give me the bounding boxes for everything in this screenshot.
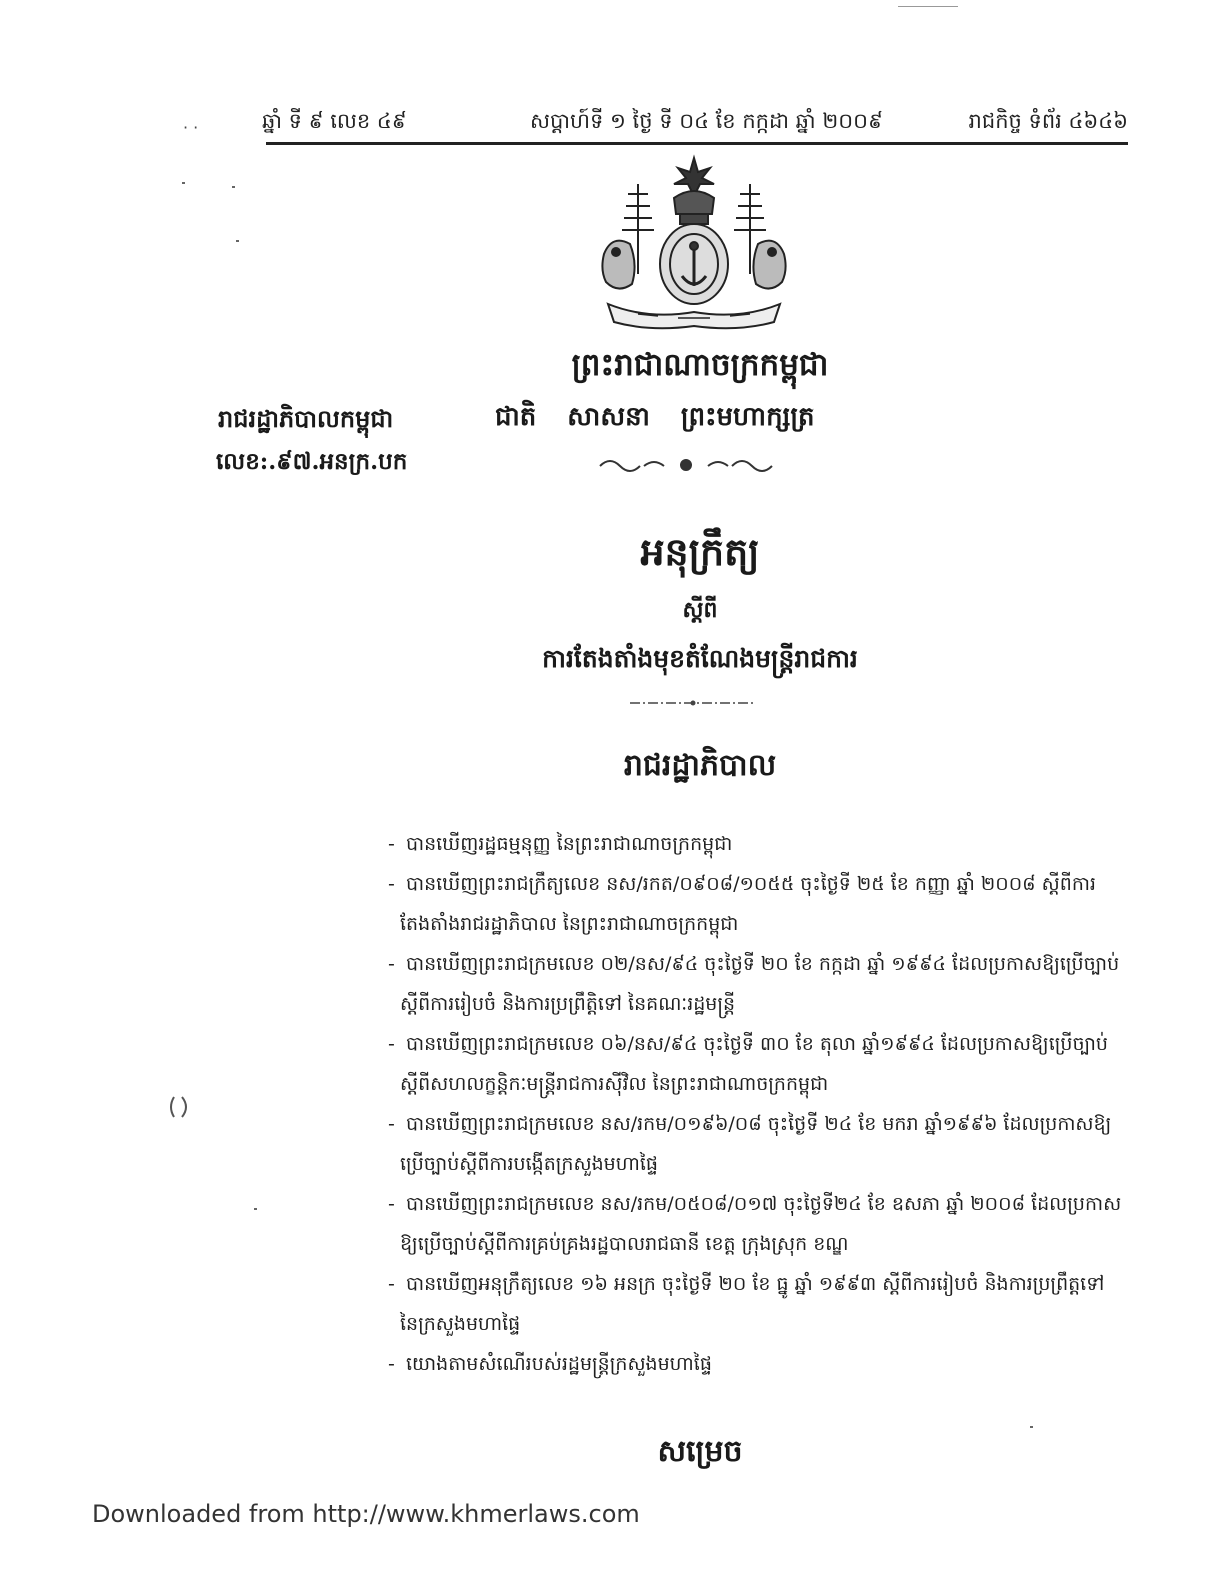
decree-about: ស្តីពី	[682, 597, 718, 623]
list-item	[388, 1104, 1140, 1184]
corner-mark: · ·	[183, 118, 199, 137]
scan-speck	[236, 240, 239, 242]
list-item	[388, 1184, 1140, 1264]
decision-heading: សម្រេច	[657, 1434, 743, 1469]
issuing-authority: រាជរដ្ឋាភិបាល	[623, 748, 777, 783]
list-item	[388, 1264, 1140, 1344]
header-issue: ឆ្នាំ ទី ៩ លេខ ៤៩	[262, 109, 407, 133]
recital-line: បានឃើញរដ្ឋធម្មនុញ្ញ នៃព្រះរាជាណាចក្រកម្ពុជា	[406, 833, 733, 855]
recital-line: បានឃើញព្រះរាជក្រមលេខ នស/រកម/០១៩៦/០៨ ចុះថ្ងៃទី ២៤ ខែ មករា ឆ្នាំ១៩៩៦ ដែលប្រកាសឱ្យ	[406, 1113, 1112, 1135]
recitals-list	[388, 824, 1140, 1384]
recital-continuation: ឱ្យប្រើច្បាប់ស្តីពីការគ្រប់គ្រងរដ្ឋបាលរាជធានី ខេត្ត ក្រុងស្រុក ខណ្ឌ	[400, 1233, 849, 1255]
download-footer: Downloaded from http://www.khmerlaws.com	[92, 1500, 640, 1528]
recital-continuation: ស្តីពីសហលក្ខន្តិកៈមន្ត្រីរាជការស៊ីវិល នៃព្រះរាជាណាចក្រកម្ពុជា	[400, 1073, 829, 1095]
national-motto: ជាតិ សាសនា ព្រះមហាក្សត្រ	[495, 402, 815, 432]
punch-hole-icon	[166, 1094, 192, 1120]
list-bullet: -	[388, 1273, 395, 1295]
list-bullet: -	[388, 1193, 395, 1215]
flourish-ornament-icon	[596, 452, 776, 478]
recital-line: យោងតាមសំណើរបស់រដ្ឋមន្ត្រីក្រសួងមហាផ្ទៃ	[406, 1353, 712, 1375]
divider-ornament-icon	[628, 698, 758, 708]
list-item	[388, 1024, 1140, 1104]
recital-line: បានឃើញព្រះរាជក្រមលេខ នស/រកម/០៥០៨/០១៧ ចុះថ្ងៃទី២៤ ខែ ឧសភា ឆ្នាំ ២០០៨ ដែលប្រកាស	[406, 1193, 1122, 1215]
list-item	[388, 944, 1140, 1024]
list-item	[388, 1344, 1140, 1384]
recital-continuation: ស្តីពីការរៀបចំ និងការប្រព្រឹត្តិទៅ នៃគណៈរដ្ឋមន្ត្រី	[400, 993, 736, 1015]
recital-line: បានឃើញអនុក្រឹត្យលេខ ១៦ អនក្រ ចុះថ្ងៃទី ២០ ខែ ធ្នូ ឆ្នាំ ១៩៩៣ ស្តីពីការរៀបចំ និងការប្រព្រឹត្តទៅ	[406, 1273, 1105, 1295]
header-page: រាជកិច្ច ទំព័រ ៤៦៤៦	[968, 109, 1128, 133]
royal-emblem-icon	[598, 154, 790, 336]
document-number: លេខ:.៩៧.អនក្រ.បក	[216, 448, 408, 475]
gazette-header	[262, 108, 1128, 142]
scan-speck	[182, 182, 185, 184]
list-bullet: -	[388, 1353, 395, 1375]
scan-speck	[254, 1208, 257, 1210]
scan-speck	[1030, 1426, 1033, 1428]
list-item	[388, 824, 1140, 864]
kingdom-title: ព្រះរាជាណាចក្រកម្ពុជា	[571, 347, 829, 383]
recital-line: បានឃើញព្រះរាជក្រមលេខ ០២/នស/៩៤ ចុះថ្ងៃទី ២០ ខែ កក្កដា ឆ្នាំ ១៩៩៤ ដែលប្រកាសឱ្យប្រើច្បាប់	[406, 953, 1120, 975]
header-rule	[266, 142, 1128, 145]
list-bullet: -	[388, 1113, 395, 1135]
scan-speck	[232, 186, 235, 188]
list-item	[388, 864, 1140, 944]
header-date: សប្តាហ៍ទី ១ ថ្ងៃ ទី ០៤ ខែ កក្កដា ឆ្នាំ ២០០៩	[530, 109, 883, 133]
recital-continuation: តែងតាំងរាជរដ្ឋាភិបាល នៃព្រះរាជាណាចក្រកម្ពុជា	[400, 913, 739, 935]
scan-speck	[898, 6, 958, 7]
list-bullet: -	[388, 1033, 395, 1055]
decree-subject: ការតែងតាំងមុខតំណែងមន្ត្រីរាជការ	[542, 644, 858, 673]
recital-line: បានឃើញព្រះរាជក្រឹត្យលេខ នស/រកត/០៩០៨/១០៥៥ ចុះថ្ងៃទី ២៥ ខែ កញ្ញា ឆ្នាំ ២០០៨ ស្តីពីការ	[406, 873, 1096, 895]
list-bullet: -	[388, 873, 395, 895]
decree-title: អនុក្រឹត្យ	[640, 529, 760, 574]
recital-continuation: នៃក្រសួងមហាផ្ទៃ	[400, 1313, 521, 1335]
list-bullet: -	[388, 833, 395, 855]
recital-continuation: ប្រើច្បាប់ស្តីពីការបង្កើតក្រសួងមហាផ្ទៃ	[400, 1153, 658, 1175]
list-bullet: -	[388, 953, 395, 975]
government-name: រាជរដ្ឋាភិបាលកម្ពុជា	[218, 404, 394, 433]
recital-line: បានឃើញព្រះរាជក្រមលេខ ០៦/នស/៩៤ ចុះថ្ងៃទី ៣០ ខែ តុលា ឆ្នាំ១៩៩៤ ដែលប្រកាសឱ្យប្រើច្បាប់	[406, 1033, 1108, 1055]
